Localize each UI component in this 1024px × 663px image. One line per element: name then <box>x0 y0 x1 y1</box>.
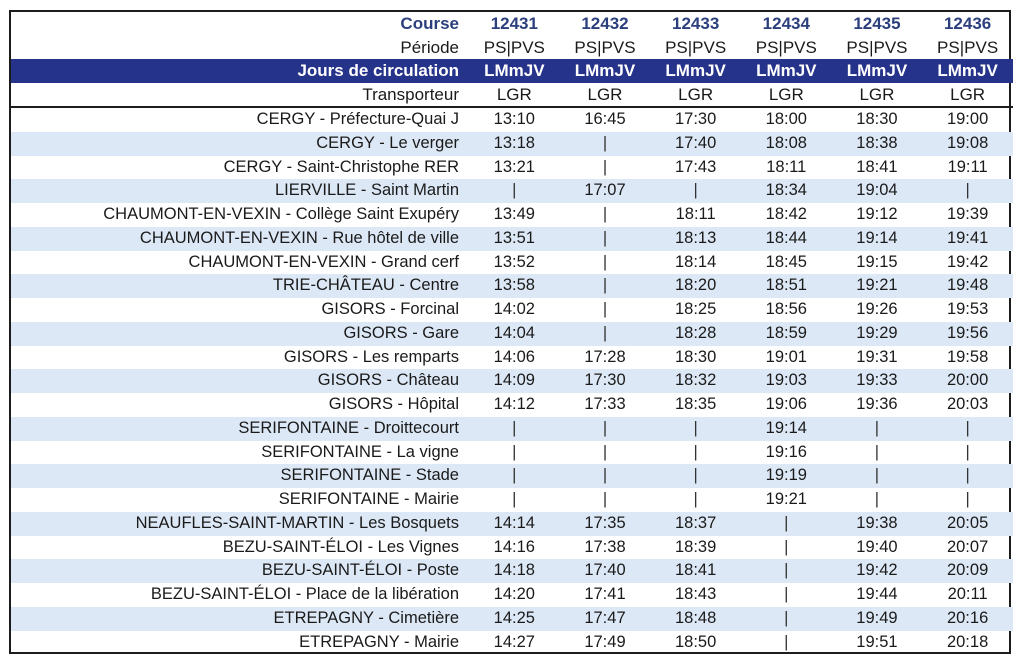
departure-time: 14:09 <box>469 369 560 393</box>
departure-time: 19:38 <box>832 512 923 536</box>
departure-time: 17:40 <box>560 559 651 583</box>
departure-time: 19:40 <box>856 537 898 556</box>
departure-time: 18:14 <box>674 252 717 271</box>
departure-time: 17:35 <box>560 512 651 536</box>
departure-time: 14:27 <box>493 632 535 651</box>
course-id: 12431 <box>490 14 538 33</box>
stop-name: NEAUFLES-SAINT-MARTIN - Les Bosquets <box>11 512 469 536</box>
transporteur-value: LGR <box>741 83 832 108</box>
course-row <box>11 12 1013 36</box>
table-row <box>11 298 1013 322</box>
no-stop-marker: | <box>602 252 608 271</box>
no-stop-marker: | <box>874 490 880 508</box>
departure-time: 18:37 <box>650 512 741 536</box>
no-stop-marker: | <box>741 559 832 583</box>
departure-time: 19:53 <box>946 300 989 318</box>
departure-time: 19:12 <box>856 205 898 223</box>
table-row <box>11 227 1013 251</box>
transporteur-value: LGR <box>922 83 1013 108</box>
no-stop-marker: | <box>832 417 923 441</box>
departure-time: 13:51 <box>469 227 560 251</box>
departure-time: 14:04 <box>469 322 560 346</box>
departure-time: 18:30 <box>674 347 717 366</box>
course-id: 12436 <box>943 14 992 33</box>
no-stop-marker: | <box>469 417 560 441</box>
departure-time: 17:49 <box>584 632 626 651</box>
table-row <box>11 536 1013 560</box>
departure-time: 17:47 <box>560 607 651 631</box>
table-row <box>11 464 1013 488</box>
no-stop-marker: | <box>741 607 832 631</box>
stop-name: SERIFONTAINE - Stade <box>11 464 469 488</box>
no-stop-marker: | <box>922 464 1013 488</box>
departure-time: 18:48 <box>650 607 741 631</box>
departure-time: 18:25 <box>674 300 717 318</box>
departure-time: 18:28 <box>650 322 741 346</box>
departure-time: 13:49 <box>493 205 535 223</box>
no-stop-marker: | <box>602 490 608 508</box>
departure-time: 18:56 <box>765 300 807 318</box>
departure-time: 19:06 <box>765 395 807 413</box>
departure-time: 20:05 <box>922 512 1013 536</box>
departure-time: 18:13 <box>650 227 741 251</box>
stop-name: BEZU-SAINT-ÉLOI - Les Vignes <box>222 537 459 556</box>
departure-time: 14:12 <box>493 395 535 413</box>
departure-time: 17:33 <box>584 395 626 413</box>
no-stop-marker: | <box>693 442 698 461</box>
departure-time: 18:32 <box>650 369 741 393</box>
no-stop-marker: | <box>560 227 651 251</box>
departure-time: 19:19 <box>741 464 832 488</box>
departure-time: 13:18 <box>469 132 560 156</box>
departure-time: 18:51 <box>741 274 832 298</box>
departure-time: 20:11 <box>947 585 988 603</box>
departure-time: 18:11 <box>766 157 807 176</box>
departure-time: 19:42 <box>946 252 989 271</box>
no-stop-marker: | <box>560 464 651 488</box>
table-row <box>11 203 1013 227</box>
stop-name: ETREPAGNY - Cimetière <box>11 607 469 631</box>
table-row <box>11 583 1013 607</box>
no-stop-marker: | <box>512 490 517 508</box>
stop-name: CHAUMONT-EN-VEXIN - Collège Saint Exupéry <box>103 205 459 223</box>
stop-name: BEZU-SAINT-ÉLOI - Poste <box>11 559 469 583</box>
table-row <box>11 488 1013 512</box>
course-id: 12435 <box>853 14 901 33</box>
no-stop-marker: | <box>832 464 923 488</box>
departure-time: 19:01 <box>765 347 807 366</box>
no-stop-marker: | <box>741 512 832 536</box>
periode-value: PS|PVS <box>846 37 908 57</box>
departure-time: 14:20 <box>493 585 535 603</box>
departure-time: 19:48 <box>922 274 1013 298</box>
stop-name: GISORS - Forcinal <box>321 300 459 318</box>
departure-time: 19:08 <box>922 132 1013 156</box>
periode-value: PS|PVS <box>755 37 817 57</box>
no-stop-marker: | <box>922 417 1013 441</box>
timetable <box>11 12 1013 654</box>
jours-value: LMmJV <box>650 59 741 83</box>
departure-time: 13:10 <box>493 110 535 128</box>
no-stop-marker: | <box>560 322 651 346</box>
departure-time: 19:26 <box>856 300 898 318</box>
departure-time: 18:42 <box>765 205 807 223</box>
departure-time: 14:14 <box>469 512 560 536</box>
stop-name: CERGY - Saint-Christophe RER <box>223 157 459 176</box>
table-row <box>11 107 1013 132</box>
departure-time: 20:18 <box>946 632 989 651</box>
departure-time: 19:21 <box>765 490 807 508</box>
table-row <box>11 607 1013 631</box>
departure-time: 18:44 <box>741 227 832 251</box>
table-row <box>11 441 1013 465</box>
departure-time: 18:41 <box>650 559 741 583</box>
periode-row <box>11 36 1013 60</box>
no-stop-marker: | <box>784 585 789 603</box>
jours-value: LMmJV <box>741 59 832 83</box>
departure-time: 19:00 <box>946 110 989 128</box>
departure-time: 18:08 <box>741 132 832 156</box>
departure-time: 17:40 <box>650 132 741 156</box>
departure-time: 19:58 <box>946 347 989 366</box>
no-stop-marker: | <box>650 417 741 441</box>
periode-value: PS|PVS <box>574 37 636 57</box>
periode-value: PS|PVS <box>937 37 999 57</box>
departure-time: 19:44 <box>856 585 898 603</box>
table-row <box>11 559 1013 583</box>
no-stop-marker: | <box>512 442 517 461</box>
no-stop-marker: | <box>650 464 741 488</box>
departure-time: 19:39 <box>946 205 989 223</box>
departure-time: 18:50 <box>674 632 717 651</box>
no-stop-marker: | <box>650 179 741 203</box>
periode-label: Période <box>400 37 459 57</box>
stop-name: CHAUMONT-EN-VEXIN - Grand cerf <box>188 252 459 271</box>
departure-time: 19:21 <box>832 274 923 298</box>
departure-time: 17:30 <box>674 110 717 128</box>
transporteur-row <box>11 83 1013 108</box>
no-stop-marker: | <box>602 205 608 223</box>
departure-time: 18:34 <box>741 179 832 203</box>
departure-time: 18:45 <box>765 252 807 271</box>
stop-name: TRIE-CHÂTEAU - Centre <box>11 274 469 298</box>
departure-time: 14:02 <box>493 300 535 318</box>
no-stop-marker: | <box>560 274 651 298</box>
departure-time: 19:14 <box>741 417 832 441</box>
departure-time: 20:00 <box>922 369 1013 393</box>
no-stop-marker: | <box>693 490 698 508</box>
stop-name: ETREPAGNY - Mairie <box>299 632 459 651</box>
departure-time: 14:25 <box>469 607 560 631</box>
periode-value: PS|PVS <box>665 37 727 57</box>
transporteur-value: LGR <box>560 83 651 108</box>
stop-name: CERGY - Préfecture-Quai J <box>256 110 459 128</box>
jours-value: LMmJV <box>922 59 1013 83</box>
stop-name: SERIFONTAINE - Mairie <box>278 490 459 508</box>
departure-time: 19:15 <box>856 252 898 271</box>
table-row <box>11 132 1013 156</box>
departure-time: 17:41 <box>584 585 626 603</box>
no-stop-marker: | <box>965 490 970 508</box>
departure-time: 19:51 <box>856 632 898 651</box>
departure-time: 13:58 <box>469 274 560 298</box>
table-row <box>11 346 1013 370</box>
table-row <box>11 251 1013 275</box>
departure-time: 14:18 <box>469 559 560 583</box>
departure-time: 19:29 <box>832 322 923 346</box>
no-stop-marker: | <box>874 442 880 461</box>
departure-time: 20:16 <box>922 607 1013 631</box>
departure-time: 16:45 <box>584 110 626 128</box>
transporteur-value: LGR <box>469 83 560 108</box>
table-row <box>11 393 1013 417</box>
table-row <box>11 369 1013 393</box>
table-row <box>11 179 1013 203</box>
jours-value: LMmJV <box>832 59 923 83</box>
no-stop-marker: | <box>469 464 560 488</box>
periode-value: PS|PVS <box>483 37 545 57</box>
table-row <box>11 274 1013 298</box>
stop-name: BEZU-SAINT-ÉLOI - Place de la libération <box>150 585 459 603</box>
departure-time: 18:00 <box>765 110 807 128</box>
departure-time: 13:52 <box>493 252 535 271</box>
departure-time: 19:33 <box>832 369 923 393</box>
no-stop-marker: | <box>784 537 789 556</box>
course-id: 12434 <box>762 14 810 33</box>
transporteur-value: LGR <box>832 83 923 108</box>
departure-time: 19:14 <box>832 227 923 251</box>
no-stop-marker: | <box>602 442 608 461</box>
departure-time: 19:41 <box>922 227 1013 251</box>
no-stop-marker: | <box>965 442 970 461</box>
departure-time: 18:35 <box>674 395 717 413</box>
departure-time: 19:11 <box>947 157 988 176</box>
table-row <box>11 631 1013 655</box>
no-stop-marker: | <box>602 300 608 318</box>
departure-time: 20:07 <box>946 537 989 556</box>
course-id: 12432 <box>581 14 629 33</box>
stop-name: GISORS - Gare <box>11 322 469 346</box>
stop-name: CHAUMONT-EN-VEXIN - Rue hôtel de ville <box>11 227 469 251</box>
jours-value: LMmJV <box>560 59 651 83</box>
departure-time: 17:28 <box>584 347 626 366</box>
departure-time: 17:07 <box>560 179 651 203</box>
departure-time: 19:31 <box>856 347 898 366</box>
course-id: 12433 <box>672 14 720 33</box>
no-stop-marker: | <box>784 632 789 651</box>
table-row <box>11 512 1013 536</box>
departure-time: 17:30 <box>560 369 651 393</box>
departure-time: 14:06 <box>493 347 535 366</box>
departure-time: 20:03 <box>946 395 989 413</box>
departure-time: 18:39 <box>674 537 717 556</box>
no-stop-marker: | <box>922 179 1013 203</box>
departure-time: 19:49 <box>832 607 923 631</box>
table-row <box>11 156 1013 180</box>
stop-name: SERIFONTAINE - Droittecourt <box>11 417 469 441</box>
transporteur-value: LGR <box>650 83 741 108</box>
departure-time: 13:21 <box>493 157 535 176</box>
no-stop-marker: | <box>602 157 608 176</box>
table-row <box>11 322 1013 346</box>
departure-time: 19:56 <box>922 322 1013 346</box>
departure-time: 19:03 <box>741 369 832 393</box>
no-stop-marker: | <box>560 132 651 156</box>
jours-value: LMmJV <box>469 59 560 83</box>
departure-time: 18:59 <box>741 322 832 346</box>
timetable-frame <box>9 10 1011 654</box>
departure-time: 18:38 <box>832 132 923 156</box>
no-stop-marker: | <box>560 417 651 441</box>
stop-name: LIERVILLE - Saint Martin <box>11 179 469 203</box>
stop-name: GISORS - Hôpital <box>328 395 459 413</box>
departure-time: 18:41 <box>856 157 898 176</box>
transporteur-label: Transporteur <box>11 83 469 108</box>
departure-time: 20:09 <box>922 559 1013 583</box>
departure-time: 18:30 <box>856 110 898 128</box>
departure-time: 19:04 <box>832 179 923 203</box>
jours-label: Jours de circulation <box>11 59 469 83</box>
departure-time: 17:38 <box>584 537 626 556</box>
stop-name: GISORS - Les remparts <box>283 347 459 366</box>
departure-time: 18:43 <box>674 585 717 603</box>
departure-time: 17:43 <box>674 157 717 176</box>
departure-time: 19:16 <box>765 442 807 461</box>
departure-time: 14:16 <box>493 537 535 556</box>
departure-time: 19:36 <box>856 395 898 413</box>
departure-time: 19:42 <box>832 559 923 583</box>
departure-time: 18:20 <box>650 274 741 298</box>
no-stop-marker: | <box>469 179 560 203</box>
course-label: Course <box>400 14 459 33</box>
stop-name: SERIFONTAINE - La vigne <box>261 442 459 461</box>
departure-time: 18:11 <box>675 205 716 223</box>
stop-name: CERGY - Le verger <box>11 132 469 156</box>
table-row <box>11 417 1013 441</box>
stop-name: GISORS - Château <box>11 369 469 393</box>
jours-row <box>11 59 1013 83</box>
